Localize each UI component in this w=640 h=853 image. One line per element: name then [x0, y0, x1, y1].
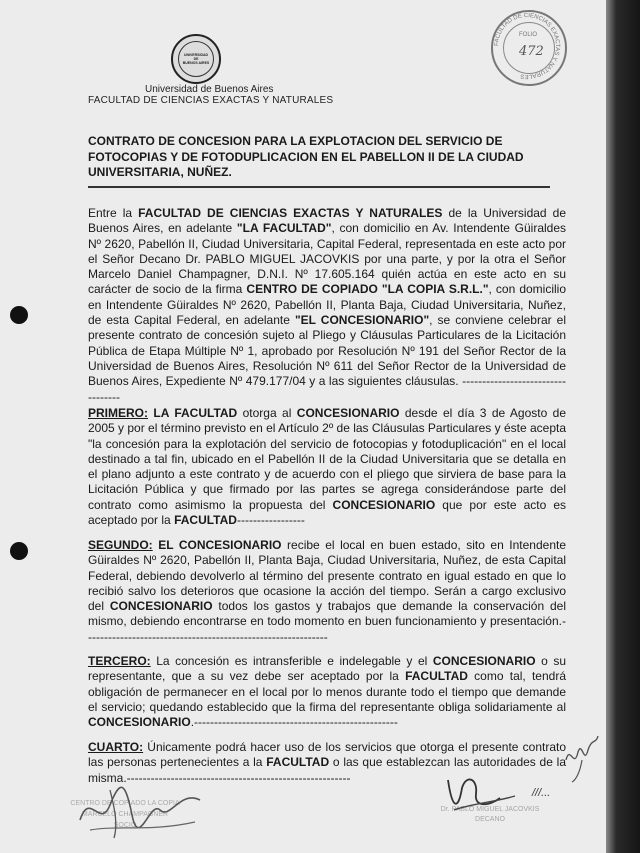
folio-stamp: [491, 10, 567, 86]
folio-label: FOLIO: [519, 32, 538, 38]
stamp-left-line-2: MARCELO CHAMPAGNER: [81, 811, 169, 818]
clause-primero: [88, 406, 566, 528]
text-run: como tal, tendrá obligación de permanecer en el local por lo menos durante todo el tiempo que demande el servicio; quedando establecido que la firma del representante obliga solidariamente al: [88, 669, 566, 714]
title-divider: [88, 186, 550, 188]
text-run: , con domicilio en Intendente Güiraldes Nº 2620, Pabellón II, Planta Baja, Ciudad Universitaria, Nuñez, de esta Capital Federal, en adelante: [88, 282, 567, 328]
bold-text-run: FACULTAD: [266, 755, 330, 770]
text-run: , con domicilio en Av. Intendente Güiraldes Nº 2620, Pabellón II, Ciudad Universitaria, Capital Federal, representada en este acto por el Señor Decano Dr. PABLO MIGUEL JACOVKIS por una parte, y por la otra el Señor Marcelo Daniel Champagner, D.N.I. Nº 17.605.164 quién actúa en este acto en su carácter de socio de la firma: [88, 221, 567, 297]
stamp-left-line-1: CENTRO DE COPIADO LA COPIA: [70, 800, 180, 807]
folio-number: 472: [519, 44, 544, 59]
text-run: que por este acto es aceptado por la: [88, 497, 566, 528]
bold-text-run: CONCESIONARIO: [109, 599, 213, 614]
seal-line-1: UNIVERSIDAD: [183, 53, 209, 57]
bold-text-run: CONCESIONARIO: [296, 406, 400, 420]
bold-text-run: CONCESIONARIO: [332, 497, 436, 512]
text-run: recibe el local en buen estado, sito en Intendente Güiraldes Nº 2620, Pabellón II, Planta Baja, Ciudad Universitaria, Nuñez, de esta Capital Federal, debiendo devolverlo al término del presente contrato en igual estado en que lo recibió salvo los deterioros que ocasione la acción del tiempo. Serán a cargo exclusivo del: [88, 538, 567, 614]
text-run: de la Universidad de Buenos Aires, en adelante: [88, 206, 566, 236]
scan-edge-shadow: [606, 0, 640, 853]
text-run: otorga al: [237, 406, 297, 420]
bold-text-run: CONCESIONARIO: [88, 715, 191, 730]
bold-text-run: CONCESIONARIO: [432, 654, 536, 668]
intro-paragraph: [88, 206, 566, 405]
signature-right: [440, 768, 520, 818]
bold-text-run: FACULTAD DE CIENCIAS EXACTAS Y NATURALES: [138, 206, 443, 220]
text-run: , se conviene celebrar el presente contrato de concesión sujeto al Pliego y Cláusulas Particulares de la Licitación Pública de Etapa Múltiple Nº 1, aprobado por Resolución Nº 191 del Señor Rector de la Universidad de Buenos Aires, Resolución Nº 611 del Señor Rector de la Universidad de Buenos Aires, Expediente Nº 479.177/04 y a las siguientes cláusulas. ----------------------------------: [88, 313, 566, 404]
university-seal: [171, 34, 221, 84]
initials-margin: [560, 730, 605, 785]
continuation-mark: ///...: [532, 787, 551, 799]
bold-text-run: CENTRO DE COPIADO "LA COPIA S.R.L.": [246, 282, 489, 297]
punch-hole-top: [10, 306, 28, 324]
seal-emblem: [178, 41, 214, 77]
bold-text-run: "LA FACULTAD": [236, 221, 332, 236]
bold-text-run: FACULTAD: [174, 513, 237, 528]
seal-line-3: BUENOS AIRES: [182, 61, 210, 65]
stamp-right-line-1: Dr. PABLO MIGUEL JACOVKIS: [440, 806, 540, 813]
bold-text-run: "EL CONCESIONARIO": [294, 313, 430, 328]
text-run: La concesión es intransferible e indelegable y el: [150, 654, 433, 668]
bold-text-run: FACULTAD: [405, 669, 468, 684]
faculty-name: FACULTAD DE CIENCIAS EXACTAS Y NATURALES: [88, 95, 334, 106]
text-run: -----------------: [236, 513, 305, 528]
text-run: desde el día 3 de Agosto de 2005 y por el término previsto en el Artículo 2º de las Cláusulas Particulares y éste acepta "la concesión para la explotación del servicio de fotocopias y fotoduplicación" en el local destinado a tal fin, ubicado en el Pabellón II de la Ciudad Universitaria que se detalla en el plano adjunto a este contrato y de acuerdo con el pliego que sirviera de base para la Licitación Pública y que firmado por las partes se agrega considerándose parte del contrato como asimismo la propuesta del: [88, 406, 566, 512]
text-run: o su representante, que a su vez debe ser aceptado por la: [88, 654, 567, 684]
bold-text-run: EL CONCESIONARIO: [158, 538, 282, 552]
text-run: todos los gastos y trabajos que demande la conservación del mismo, debiendo encontrarse en todo momento en buen funcionamiento y presentación.-------------------------------------------------------------: [88, 599, 566, 644]
clause-heading: SEGUNDO:: [88, 538, 153, 552]
punch-hole-bottom: [10, 542, 28, 560]
clause-heading: TERCERO:: [88, 654, 151, 668]
contract-title: CONTRATO DE CONCESION PARA LA EXPLOTACION DEL SERVICIO DE FOTOCOPIAS Y DE FOTODUPLICACION EN EL PABELLON II DE LA CIUDAD UNIVERSITARIA, NUÑEZ.: [88, 134, 524, 179]
bold-text-run: LA FACULTAD: [153, 406, 238, 420]
clause-tercero: [88, 654, 566, 730]
clause-segundo: [88, 538, 566, 645]
clause-heading: CUARTO:: [88, 740, 144, 754]
university-name: Universidad de Buenos Aires: [145, 84, 274, 95]
text-run: o las que establezcan las autoridades de la misma.--------------------------------------------------------: [88, 755, 566, 785]
clause-heading: PRIMERO:: [88, 406, 148, 420]
text-run: .---------------------------------------------------: [190, 715, 398, 730]
text-run: Entre la: [88, 206, 139, 220]
text-run: Únicamente podrá hacer uso de los servicios que otorga el presente contrato las personas pertenecientes a la: [88, 740, 566, 770]
stamp-left-line-3: SOCIO: [113, 822, 137, 829]
signature-left: [70, 770, 210, 845]
folio-ring-text: FACULTAD DE CIENCIAS EXACTAS Y NATURALES: [493, 12, 561, 80]
seal-line-2: DE: [193, 57, 199, 61]
stamp-right-line-2: DECANO: [475, 816, 505, 823]
